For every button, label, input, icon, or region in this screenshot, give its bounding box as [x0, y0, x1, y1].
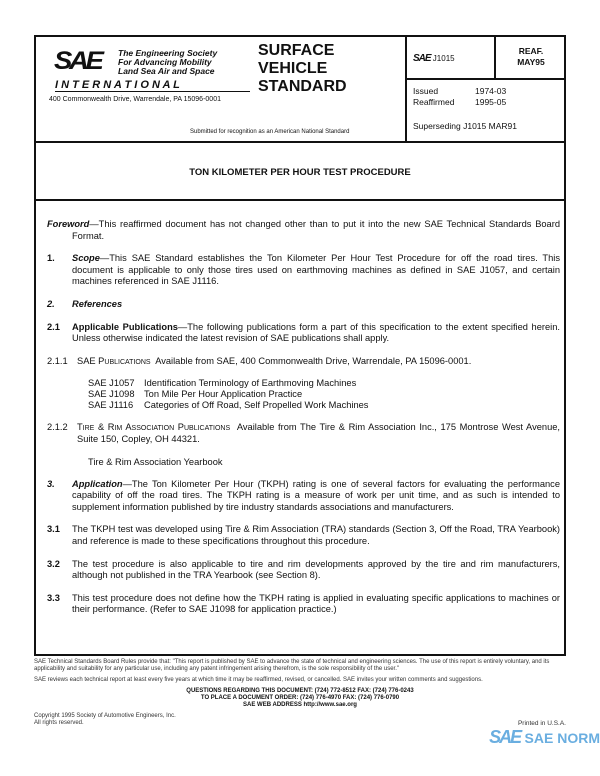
- reference-list: [88, 378, 560, 411]
- contact-info: [34, 688, 566, 709]
- section-3-2: [47, 559, 560, 582]
- reaffirmed-date: 1995-05: [475, 97, 507, 107]
- issued-label: Issued: [413, 86, 439, 96]
- tagline-line: The Engineering Society: [118, 48, 218, 58]
- section-number: 3.3: [47, 592, 60, 603]
- page-footer: [34, 659, 600, 748]
- section-1: [47, 253, 560, 288]
- reaf-label: REAF.: [518, 46, 544, 56]
- document-body: [47, 219, 560, 627]
- paragraph-text: —The Ton Kilometer Per Hour (TKPH) rating is one of several factors for evaluating the performance capability of off the road tires. The TKPH rating is a measure of work per unit time, and as such is intended to supplement information published by tire industry standards associations and manufacturers.: [72, 478, 560, 512]
- section-number: 3.2: [47, 558, 60, 569]
- section-3-1: [47, 524, 560, 547]
- reference-id: SAE J1057: [88, 378, 135, 389]
- section-number: 2.1.1: [47, 355, 68, 366]
- document-title: TON KILOMETER PER HOUR TEST PROCEDURE: [189, 167, 411, 178]
- doc-type-line: STANDARD: [258, 78, 347, 95]
- paragraph-text: —The following publications form a part of this specification to the extent specified herein. Unless otherwise indicated the latest revision of SAE publications shall apply.: [72, 321, 560, 344]
- review-note: SAE reviews each technical report at least every five years at which time it may be reaffirmed, revised, or cancelled. SAE invites your written comments and suggestions.: [34, 677, 483, 683]
- heading: Foreword: [47, 219, 90, 229]
- web-address[interactable]: SAE WEB ADDRESS http://www.sae.org: [243, 702, 357, 708]
- watermark-logo: SAE: [489, 727, 521, 747]
- paragraph-text: Available from SAE, 400 Commonwealth Drive, Warrendale, PA 15096-0001.: [155, 355, 472, 366]
- international-wordmark: I N T E R N A T I O N A L: [55, 79, 250, 92]
- reaffirmed-label: Reaffirmed: [413, 97, 455, 107]
- foreword: [47, 219, 560, 242]
- section-2: [47, 299, 560, 311]
- heading: SAE Publications: [77, 355, 151, 366]
- sae-norm-watermark: [34, 727, 600, 748]
- section-3: [47, 479, 560, 514]
- section-2-1-2: [47, 422, 560, 445]
- reference-title: Categories of Off Road, Self Propelled Work Machines: [144, 400, 369, 411]
- society-tagline: [118, 49, 217, 76]
- reference-id: SAE J1116: [88, 400, 134, 411]
- issued-date: 1974-03: [475, 86, 507, 96]
- questions-line: QUESTIONS REGARDING THIS DOCUMENT: (724) 772-8512 FAX: (724) 776-0243: [186, 688, 414, 694]
- dates: [413, 86, 506, 108]
- tagline-line: For Advancing Mobility: [118, 57, 212, 67]
- reaf-date: MAY95: [517, 57, 545, 67]
- heading: Applicable Publications: [72, 321, 178, 332]
- paragraph-text: This test procedure does not define how the TKPH rating is applied in evaluating specific applications to machines or their performance. (Refer to SAE J1098 for application practice.): [72, 592, 560, 615]
- section-number: 3.: [47, 478, 55, 489]
- doc-type-line: SURFACE: [258, 42, 335, 59]
- watermark-text: SAE NORM: [524, 730, 600, 746]
- section-number: 3.1: [47, 524, 60, 535]
- heading: Scope: [72, 253, 100, 264]
- superseding: Superseding J1015 MAR91: [413, 121, 517, 131]
- sae-address: 400 Commonwealth Drive, Warrendale, PA 15096-0001: [49, 96, 221, 103]
- tagline-line: Land Sea Air and Space: [118, 66, 215, 76]
- paragraph-text: —This reaffirmed document has not changed other than to put it into the new SAE Technical Standards Board Format.: [72, 219, 560, 241]
- paragraph-text: —This SAE Standard establishes the Ton Kilometer Per Hour Test Procedure for off the road tires. This document is applicable to only those tires used on earthmoving machines as defined in SAE J1057, and certain machines referenced in SAE J1116.: [72, 253, 560, 287]
- heading: Application: [72, 478, 123, 489]
- divider: [405, 78, 566, 80]
- doc-type: [258, 42, 347, 96]
- reference-item: [88, 400, 560, 411]
- copyright-line: Copyright 1995 Society of Automotive Engineers, Inc.: [34, 713, 176, 719]
- heading: References: [72, 298, 123, 309]
- paragraph-text: The test procedure is also applicable to tire and rim developments approved by the tire and rim manufacturers, although not published in the TRA Yearbook (see Section 8).: [72, 558, 560, 581]
- paragraph-text: Available from The Tire & Rim Association Inc., 175 Montrose West Avenue, Suite 150, Copley, OH 44321.: [77, 422, 561, 444]
- reference-item: Tire & Rim Association Yearbook: [88, 456, 223, 467]
- reference-item: [88, 389, 560, 400]
- doc-type-line: VEHICLE: [258, 60, 328, 77]
- section-2-1-1: [47, 356, 560, 368]
- reaf-stamp: [496, 46, 566, 68]
- copyright-row: [34, 713, 566, 727]
- section-number: 2.1.2: [47, 422, 68, 433]
- rights-line: All rights reserved.: [34, 720, 84, 726]
- section-number: 1.: [47, 253, 55, 264]
- doc-number-text: J1015: [432, 54, 455, 63]
- paragraph-text: The TKPH test was developed using Tire & Rim Association (TRA) standards (Section 3, Off the Road, TRA Yearbook) and reference is made to these specifications throughout this procedure.: [72, 524, 560, 546]
- section-number: 2.1: [47, 321, 60, 332]
- reference-id: SAE J1098: [88, 389, 135, 400]
- sae-small-logo: SAE: [413, 53, 431, 64]
- section-3-3: [47, 593, 560, 616]
- reference-title: Identification Terminology of Earthmoving Machines: [144, 378, 357, 389]
- reference-title: Ton Mile Per Hour Application Practice: [144, 389, 303, 400]
- ansi-note: Submitted for recognition as an American National Standard: [190, 129, 350, 135]
- heading: Tire & Rim Association Publications: [77, 422, 231, 433]
- reference-item: [88, 378, 560, 389]
- divider: [405, 35, 407, 142]
- section-number: 2.: [47, 298, 55, 309]
- divider: [34, 141, 566, 143]
- order-line: TO PLACE A DOCUMENT ORDER: (724) 776-4970 FAX: (724) 776-0790: [200, 695, 400, 701]
- doc-number: [413, 53, 455, 64]
- divider: [34, 199, 566, 201]
- section-2-1: [47, 322, 560, 345]
- sae-logo: SAE: [54, 47, 101, 75]
- printed-in: Printed in U.S.A.: [517, 720, 566, 727]
- policy-note: SAE Technical Standards Board Rules provide that: "This report is published by SAE to advance the state of technical and engineering sciences. The use of this report is entirely voluntary, and its applicability and suitability for any particular use, including any patent infringement arising therefrom, is the sole responsibility of the user.": [34, 659, 550, 672]
- copyright: [34, 713, 176, 727]
